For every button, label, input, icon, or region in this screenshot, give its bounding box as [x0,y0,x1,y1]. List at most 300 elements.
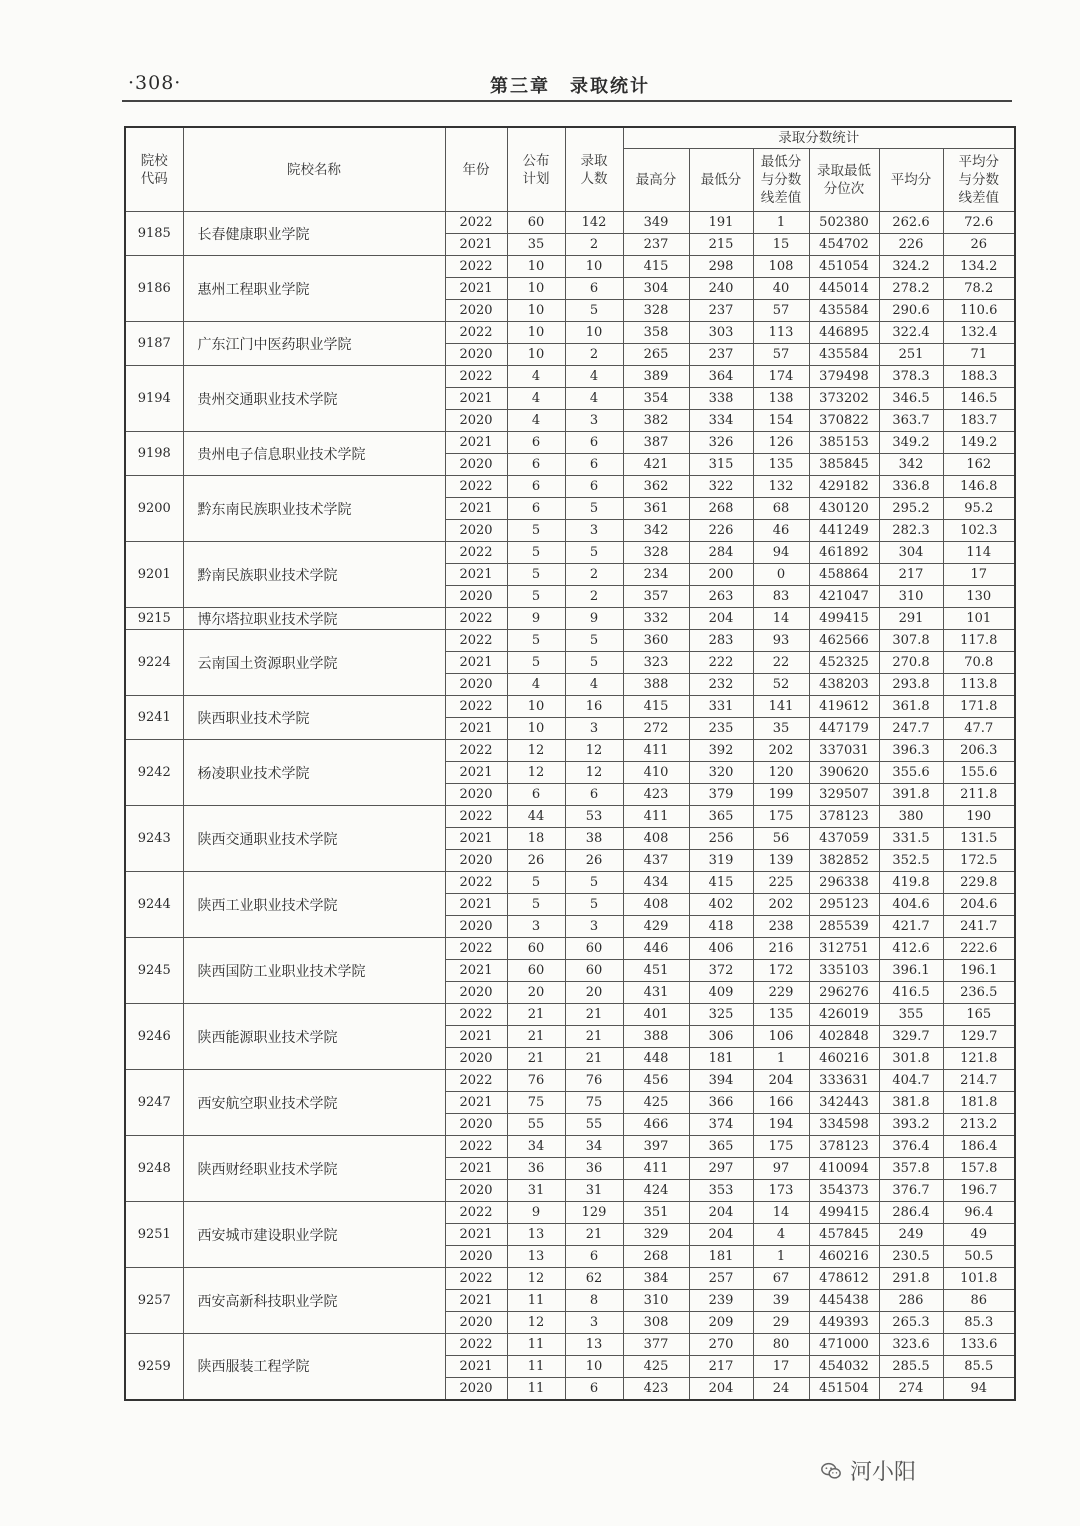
cell-avg-score: 355.6 [879,762,943,784]
cell-avg-diff: 49 [943,1224,1015,1246]
cell-max-score: 389 [623,366,689,388]
table-row [125,1202,1015,1224]
cell-max-score: 431 [623,982,689,1004]
cell-avg-diff: 130 [943,586,1015,608]
cell-max-score: 272 [623,718,689,740]
school-name: 陕西能源职业技术学院 [183,1004,445,1070]
cell-avg-diff: 96.4 [943,1202,1015,1224]
cell-year: 2020 [445,1246,507,1268]
table-row [125,938,1015,960]
table-row [125,256,1015,278]
cell-min-diff: 141 [753,696,809,718]
cell-admitted: 60 [565,960,623,982]
cell-min-diff: 175 [753,806,809,828]
cell-min-score: 338 [689,388,753,410]
cell-avg-diff: 204.6 [943,894,1015,916]
cell-min-diff: 56 [753,828,809,850]
cell-admitted: 21 [565,1004,623,1026]
cell-admitted: 55 [565,1114,623,1136]
cell-avg-diff: 149.2 [943,432,1015,454]
cell-avg-score: 391.8 [879,784,943,806]
school-name: 黔南民族职业技术学院 [183,542,445,608]
cell-max-score: 384 [623,1268,689,1290]
cell-year: 2022 [445,1334,507,1356]
cell-year: 2020 [445,916,507,938]
cell-max-score: 362 [623,476,689,498]
cell-min-score: 270 [689,1334,753,1356]
cell-avg-score: 336.8 [879,476,943,498]
cell-min-score: 257 [689,1268,753,1290]
cell-avg-diff: 157.8 [943,1158,1015,1180]
cell-min-score: 303 [689,322,753,344]
cell-avg-score: 291 [879,608,943,630]
cell-min-score: 239 [689,1290,753,1312]
cell-max-score: 425 [623,1356,689,1378]
cell-min-diff: 14 [753,1202,809,1224]
cell-plan: 13 [507,1246,565,1268]
cell-avg-diff: 181.8 [943,1092,1015,1114]
cell-min-score: 365 [689,1136,753,1158]
cell-plan: 5 [507,894,565,916]
cell-admitted: 6 [565,278,623,300]
cell-plan: 4 [507,410,565,432]
cell-max-score: 410 [623,762,689,784]
cell-plan: 10 [507,344,565,366]
cell-min-score: 402 [689,894,753,916]
cell-avg-score: 295.2 [879,498,943,520]
cell-avg-diff: 188.3 [943,366,1015,388]
cell-admitted: 12 [565,740,623,762]
cell-max-score: 332 [623,608,689,630]
cell-year: 2021 [445,1158,507,1180]
cell-admitted: 6 [565,476,623,498]
cell-admitted: 76 [565,1070,623,1092]
cell-admitted: 20 [565,982,623,1004]
cell-avg-diff: 114 [943,542,1015,564]
cell-year: 2022 [445,1070,507,1092]
cell-min-diff: 93 [753,630,809,652]
cell-min-score: 204 [689,608,753,630]
cell-avg-score: 249 [879,1224,943,1246]
cell-admitted: 4 [565,674,623,696]
cell-avg-diff: 146.5 [943,388,1015,410]
cell-min-rank: 447179 [809,718,879,740]
cell-avg-score: 381.8 [879,1092,943,1114]
cell-year: 2022 [445,542,507,564]
cell-min-score: 240 [689,278,753,300]
school-code: 9251 [125,1202,183,1268]
cell-min-rank: 435584 [809,300,879,322]
cell-year: 2020 [445,784,507,806]
cell-max-score: 328 [623,542,689,564]
cell-min-diff: 67 [753,1268,809,1290]
cell-min-score: 418 [689,916,753,938]
cell-plan: 5 [507,520,565,542]
cell-avg-score: 378.3 [879,366,943,388]
cell-min-rank: 437059 [809,828,879,850]
cell-avg-diff: 183.7 [943,410,1015,432]
cell-admitted: 60 [565,938,623,960]
table-row [125,1268,1015,1290]
cell-min-diff: 194 [753,1114,809,1136]
school-name: 陕西财经职业技术学院 [183,1136,445,1202]
cell-year: 2021 [445,388,507,410]
cell-min-rank: 457845 [809,1224,879,1246]
cell-min-rank: 329507 [809,784,879,806]
cell-min-score: 394 [689,1070,753,1092]
cell-min-rank: 460216 [809,1246,879,1268]
header-year: 年份 [445,127,507,212]
cell-max-score: 234 [623,564,689,586]
cell-min-diff: 135 [753,1004,809,1026]
cell-avg-diff: 95.2 [943,498,1015,520]
cell-min-rank: 429182 [809,476,879,498]
school-code: 9259 [125,1334,183,1400]
cell-admitted: 2 [565,586,623,608]
cell-admitted: 21 [565,1048,623,1070]
cell-avg-diff: 78.2 [943,278,1015,300]
cell-max-score: 411 [623,806,689,828]
cell-plan: 26 [507,850,565,872]
cell-avg-diff: 50.5 [943,1246,1015,1268]
cell-avg-score: 346.5 [879,388,943,410]
cell-min-diff: 202 [753,740,809,762]
cell-admitted: 2 [565,564,623,586]
cell-admitted: 4 [565,366,623,388]
school-code: 9246 [125,1004,183,1070]
cell-avg-score: 380 [879,806,943,828]
cell-min-score: 325 [689,1004,753,1026]
cell-min-diff: 1 [753,1246,809,1268]
cell-plan: 12 [507,1312,565,1334]
cell-admitted: 3 [565,916,623,938]
cell-avg-score: 342 [879,454,943,476]
cell-avg-diff: 171.8 [943,696,1015,718]
cell-plan: 9 [507,608,565,630]
cell-year: 2022 [445,740,507,762]
cell-min-diff: 113 [753,322,809,344]
cell-plan: 76 [507,1070,565,1092]
cell-min-diff: 132 [753,476,809,498]
cell-avg-diff: 113.8 [943,674,1015,696]
cell-min-diff: 52 [753,674,809,696]
cell-avg-score: 416.5 [879,982,943,1004]
cell-min-diff: 126 [753,432,809,454]
cell-min-diff: 216 [753,938,809,960]
cell-plan: 11 [507,1334,565,1356]
cell-max-score: 425 [623,1092,689,1114]
cell-year: 2020 [445,520,507,542]
cell-min-rank: 285539 [809,916,879,938]
cell-avg-score: 419.8 [879,872,943,894]
cell-avg-diff: 121.8 [943,1048,1015,1070]
cell-max-score: 308 [623,1312,689,1334]
cell-max-score: 451 [623,960,689,982]
cell-min-score: 200 [689,564,753,586]
cell-min-diff: 46 [753,520,809,542]
school-code: 9241 [125,696,183,740]
cell-admitted: 3 [565,410,623,432]
header-rule [122,100,1012,102]
cell-min-score: 365 [689,806,753,828]
cell-max-score: 387 [623,432,689,454]
cell-year: 2021 [445,234,507,256]
school-name: 黔东南民族职业技术学院 [183,476,445,542]
cell-year: 2020 [445,850,507,872]
cell-min-diff: 238 [753,916,809,938]
cell-max-score: 377 [623,1334,689,1356]
cell-max-score: 411 [623,1158,689,1180]
cell-avg-score: 393.2 [879,1114,943,1136]
cell-min-score: 235 [689,718,753,740]
cell-admitted: 4 [565,388,623,410]
cell-year: 2021 [445,1356,507,1378]
cell-admitted: 75 [565,1092,623,1114]
cell-min-score: 379 [689,784,753,806]
cell-plan: 36 [507,1158,565,1180]
cell-admitted: 142 [565,212,623,234]
cell-max-score: 354 [623,388,689,410]
cell-avg-score: 286.4 [879,1202,943,1224]
table-row [125,212,1015,234]
cell-max-score: 349 [623,212,689,234]
cell-min-diff: 24 [753,1378,809,1400]
cell-min-diff: 40 [753,278,809,300]
cell-min-rank: 370822 [809,410,879,432]
cell-year: 2020 [445,1312,507,1334]
cell-min-rank: 471000 [809,1334,879,1356]
table-row [125,608,1015,630]
cell-plan: 12 [507,740,565,762]
school-code: 9247 [125,1070,183,1136]
school-name: 长春健康职业学院 [183,212,445,256]
cell-max-score: 361 [623,498,689,520]
cell-year: 2020 [445,1048,507,1070]
cell-avg-diff: 222.6 [943,938,1015,960]
cell-min-score: 392 [689,740,753,762]
cell-avg-diff: 72.6 [943,212,1015,234]
cell-min-rank: 454702 [809,234,879,256]
cell-year: 2020 [445,344,507,366]
cell-year: 2021 [445,1224,507,1246]
cell-plan: 6 [507,476,565,498]
cell-avg-score: 376.7 [879,1180,943,1202]
cell-avg-score: 262.6 [879,212,943,234]
cell-admitted: 5 [565,498,623,520]
table-row [125,542,1015,564]
cell-min-diff: 1 [753,212,809,234]
cell-year: 2021 [445,652,507,674]
cell-year: 2021 [445,432,507,454]
cell-admitted: 6 [565,1246,623,1268]
cell-min-score: 374 [689,1114,753,1136]
cell-admitted: 5 [565,630,623,652]
cell-min-score: 334 [689,410,753,432]
cell-admitted: 129 [565,1202,623,1224]
cell-avg-score: 329.7 [879,1026,943,1048]
cell-max-score: 424 [623,1180,689,1202]
cell-max-score: 423 [623,1378,689,1400]
wechat-icon [820,1460,842,1482]
header-max: 最高分 [623,149,689,212]
cell-plan: 11 [507,1356,565,1378]
cell-year: 2020 [445,674,507,696]
cell-avg-score: 226 [879,234,943,256]
cell-admitted: 10 [565,1356,623,1378]
cell-min-rank: 333631 [809,1070,879,1092]
cell-admitted: 13 [565,1334,623,1356]
cell-avg-diff: 162 [943,454,1015,476]
cell-avg-diff: 241.7 [943,916,1015,938]
cell-avg-diff: 146.8 [943,476,1015,498]
cell-year: 2022 [445,366,507,388]
cell-max-score: 329 [623,1224,689,1246]
cell-avg-diff: 211.8 [943,784,1015,806]
cell-avg-diff: 214.7 [943,1070,1015,1092]
cell-year: 2022 [445,256,507,278]
cell-plan: 11 [507,1378,565,1400]
cell-year: 2022 [445,630,507,652]
cell-avg-score: 363.7 [879,410,943,432]
cell-avg-score: 310 [879,586,943,608]
cell-min-diff: 83 [753,586,809,608]
cell-admitted: 5 [565,652,623,674]
cell-min-diff: 166 [753,1092,809,1114]
cell-max-score: 423 [623,784,689,806]
cell-avg-score: 412.6 [879,938,943,960]
cell-year: 2022 [445,1268,507,1290]
cell-plan: 4 [507,366,565,388]
cell-min-rank: 446895 [809,322,879,344]
cell-max-score: 237 [623,234,689,256]
cell-plan: 60 [507,960,565,982]
cell-avg-diff: 129.7 [943,1026,1015,1048]
cell-max-score: 401 [623,1004,689,1026]
cell-max-score: 456 [623,1070,689,1092]
cell-year: 2022 [445,322,507,344]
watermark-text: 河小阳 [850,1460,917,1485]
school-code: 9243 [125,806,183,872]
school-name: 云南国土资源职业学院 [183,630,445,696]
table-row [125,1136,1015,1158]
cell-avg-score: 349.2 [879,432,943,454]
cell-avg-diff: 101 [943,608,1015,630]
cell-max-score: 446 [623,938,689,960]
school-code: 9187 [125,322,183,366]
cell-min-score: 306 [689,1026,753,1048]
cell-plan: 5 [507,564,565,586]
cell-year: 2022 [445,1004,507,1026]
cell-avg-diff: 134.2 [943,256,1015,278]
cell-avg-diff: 131.5 [943,828,1015,850]
cell-avg-score: 251 [879,344,943,366]
school-code: 9200 [125,476,183,542]
header-avg-diff: 平均分与分数线差值 [943,149,1015,212]
cell-min-diff: 57 [753,300,809,322]
cell-min-score: 181 [689,1048,753,1070]
cell-min-score: 226 [689,520,753,542]
school-code: 9224 [125,630,183,696]
cell-plan: 5 [507,652,565,674]
cell-avg-diff: 71 [943,344,1015,366]
page-number: ·308· [128,72,182,94]
cell-year: 2022 [445,1202,507,1224]
cell-min-rank: 296276 [809,982,879,1004]
cell-year: 2020 [445,300,507,322]
school-name: 广东江门中医药职业学院 [183,322,445,366]
cell-min-diff: 135 [753,454,809,476]
cell-min-score: 415 [689,872,753,894]
cell-min-score: 256 [689,828,753,850]
cell-max-score: 448 [623,1048,689,1070]
cell-admitted: 12 [565,762,623,784]
cell-min-score: 372 [689,960,753,982]
cell-max-score: 304 [623,278,689,300]
cell-min-diff: 138 [753,388,809,410]
school-name: 西安高新科技职业学院 [183,1268,445,1334]
cell-min-rank: 452325 [809,652,879,674]
table-row [125,322,1015,344]
cell-min-rank: 378123 [809,1136,879,1158]
cell-min-score: 297 [689,1158,753,1180]
school-code: 9201 [125,542,183,608]
school-name: 陕西工业职业技术学院 [183,872,445,938]
cell-min-score: 315 [689,454,753,476]
cell-min-diff: 229 [753,982,809,1004]
table-row [125,806,1015,828]
cell-min-score: 209 [689,1312,753,1334]
cell-avg-score: 404.7 [879,1070,943,1092]
cell-admitted: 9 [565,608,623,630]
cell-min-diff: 68 [753,498,809,520]
school-name: 陕西交通职业技术学院 [183,806,445,872]
cell-year: 2020 [445,1378,507,1400]
cell-year: 2020 [445,410,507,432]
cell-min-rank: 441249 [809,520,879,542]
cell-min-diff: 35 [753,718,809,740]
cell-plan: 3 [507,916,565,938]
cell-plan: 4 [507,388,565,410]
cell-max-score: 408 [623,828,689,850]
cell-min-rank: 385845 [809,454,879,476]
cell-plan: 75 [507,1092,565,1114]
cell-min-diff: 175 [753,1136,809,1158]
cell-year: 2021 [445,718,507,740]
cell-min-rank: 451054 [809,256,879,278]
table-row [125,1334,1015,1356]
school-name: 陕西职业技术学院 [183,696,445,740]
cell-min-diff: 97 [753,1158,809,1180]
cell-avg-diff: 133.6 [943,1334,1015,1356]
cell-plan: 10 [507,322,565,344]
cell-min-score: 322 [689,476,753,498]
cell-admitted: 21 [565,1026,623,1048]
school-code: 9198 [125,432,183,476]
cell-min-diff: 204 [753,1070,809,1092]
cell-year: 2021 [445,762,507,784]
cell-min-score: 268 [689,498,753,520]
cell-max-score: 415 [623,696,689,718]
cell-min-rank: 461892 [809,542,879,564]
cell-max-score: 360 [623,630,689,652]
cell-min-score: 222 [689,652,753,674]
school-code: 9242 [125,740,183,806]
cell-min-rank: 478612 [809,1268,879,1290]
table-row [125,696,1015,718]
table-row [125,630,1015,652]
cell-plan: 31 [507,1180,565,1202]
school-code: 9248 [125,1136,183,1202]
